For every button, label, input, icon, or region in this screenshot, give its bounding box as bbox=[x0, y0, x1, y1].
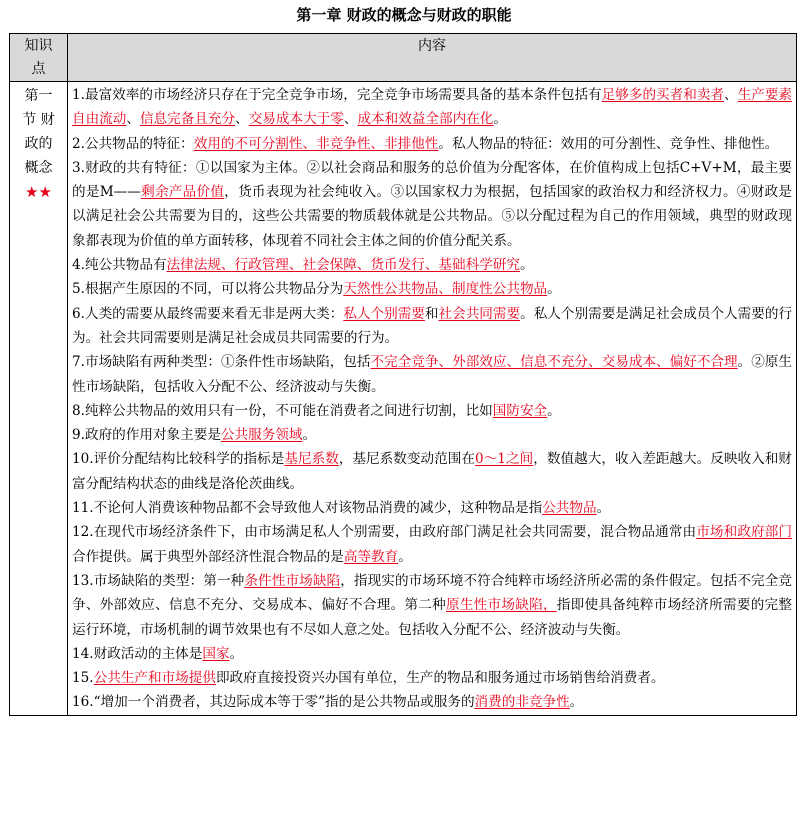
item-text: 8.纯粹公共物品的效用只有一份，不可能在消费者之间进行切割，比如 bbox=[72, 402, 493, 419]
item-text: 、 bbox=[235, 111, 249, 128]
content-item bbox=[72, 666, 792, 690]
content-item bbox=[72, 642, 792, 666]
highlighted-answer: 国防安全 bbox=[492, 402, 548, 419]
item-text: 10.评价分配结构比较科学的指标是 bbox=[72, 451, 285, 468]
content-item bbox=[72, 302, 792, 351]
highlighted-answer: 国家 bbox=[202, 645, 230, 662]
item-text: 。 bbox=[519, 257, 534, 274]
item-text: 。 bbox=[547, 281, 561, 298]
item-text: 。 bbox=[547, 402, 561, 419]
highlighted-answer: 公共生产和市场提供 bbox=[93, 670, 216, 687]
content-item bbox=[72, 423, 792, 447]
content-item bbox=[72, 447, 792, 496]
highlighted-answer: 成本和效益全部内在化 bbox=[357, 111, 494, 128]
highlighted-answer: 公共服务领域 bbox=[220, 427, 303, 444]
highlighted-answer: 效用的不可分割性、非竞争性、非排他性 bbox=[193, 135, 439, 152]
item-text: 14.财政活动的主体是 bbox=[72, 645, 203, 662]
item-text: 9.政府的作用对象主要是 bbox=[72, 427, 221, 444]
item-text: 。私人个别需要是满足社会成员个人需要的行为。社会共同需要则是满足社会成员共同需要的行为。 bbox=[72, 305, 793, 346]
section-label-line: 节 财 bbox=[22, 112, 55, 128]
content-item bbox=[72, 399, 792, 423]
item-text: 合作提供。属于典型外部经济性混合物品的是 bbox=[72, 548, 344, 565]
item-text: ，基尼系数变动范围在 bbox=[338, 451, 476, 468]
item-text: 。 bbox=[398, 548, 412, 565]
item-text: ，指现实的市场环境不符合纯粹市场经济所必需的条件假定。包括不完全竞争、外部效应、信息不充分、交易成本、偏好不合理。第二种 bbox=[72, 572, 793, 614]
knowledge-table bbox=[9, 33, 797, 716]
highlighted-answer: 基尼系数 bbox=[284, 451, 339, 468]
content-item bbox=[72, 690, 792, 714]
content-item bbox=[72, 83, 792, 132]
header-knowledge-point-line1: 知识 bbox=[24, 38, 53, 54]
chapter-title: 第一章 财政的概念与财政的职能 bbox=[296, 6, 512, 24]
item-text: 。 bbox=[493, 111, 507, 128]
highlighted-answer: 原生性市场缺陷， bbox=[445, 597, 557, 614]
content-item bbox=[72, 496, 792, 520]
item-text: 7.市场缺陷有两种类型：①条件性市场缺陷，包括 bbox=[72, 354, 371, 371]
item-text: 。 bbox=[229, 645, 244, 662]
item-text: 、 bbox=[724, 87, 738, 103]
item-text: 。 bbox=[302, 427, 317, 444]
header-knowledge-point-line2: 点 bbox=[31, 61, 46, 77]
item-text: 12.在现代市场经济条件下，由市场满足私人个别需要，由政府部门满足社会共同需要，混合物品通常由 bbox=[72, 524, 697, 541]
highlighted-answer: 交易成本大于零 bbox=[248, 111, 344, 128]
section-label bbox=[10, 82, 68, 716]
section-label-line: 概念 bbox=[24, 160, 53, 176]
content-list bbox=[72, 83, 792, 715]
highlighted-answer: 法律法规、行政管理、社会保障、货币发行、基础科学研究 bbox=[166, 257, 520, 274]
content-item bbox=[72, 156, 792, 253]
item-text: 和 bbox=[424, 305, 439, 322]
item-text: 15. bbox=[72, 670, 94, 687]
item-text: 。 bbox=[596, 500, 611, 517]
item-text: 16.“增加一个消费者，其边际成本等于零”指的是公共物品或服务的 bbox=[72, 694, 475, 711]
item-text: 指即使具备纯粹市场经济所需要的完整运行环境，市场机制的调节效果也有不尽如人意之处。包括收入分配不公、经济波动与失衡。 bbox=[72, 597, 793, 638]
section-label-line: 政的 bbox=[24, 136, 53, 152]
highlighted-answer: 私人个别需要 bbox=[343, 305, 425, 322]
highlighted-answer: 生产要素自由流动 bbox=[72, 87, 793, 128]
item-text: 。 bbox=[569, 694, 584, 711]
item-text: 11.不论何人消费该种物品都不会导致他人对该物品消费的减少，这种物品是指 bbox=[72, 500, 543, 517]
content-item bbox=[72, 569, 792, 642]
header-knowledge-point bbox=[10, 34, 68, 82]
item-text: ，数值越大，收入差距越大。反映收入和财富分配结构状态的曲线是洛伦茨曲线。 bbox=[72, 451, 792, 492]
section-label-line: 第一 bbox=[24, 88, 53, 104]
item-text: 、 bbox=[343, 111, 358, 128]
highlighted-answer: 消费的非竞争性 bbox=[474, 694, 570, 711]
item-text: 1.最富效率的市场经济只存在于完全竞争市场，完全竞争市场需要具备的基本条件包括有 bbox=[72, 87, 602, 103]
highlighted-answer: 0～1之间 bbox=[475, 451, 534, 468]
header-content: 内容 bbox=[68, 34, 797, 82]
content-item bbox=[72, 277, 792, 301]
item-text: 6.人类的需要从最终需要来看无非是两大类： bbox=[72, 305, 344, 322]
highlighted-answer: 市场和政府部门 bbox=[696, 524, 792, 541]
highlighted-answer: 条件性市场缺陷 bbox=[244, 572, 341, 589]
item-text: ，货币表现为社会纯收入。③以国家权力为根据，包括国家的政治权力和经济权力。④财政是以满足社会公共需要为目的，这些公共需要的物质载体就是公共物品。⑤以分配过程为自己的作用领域，典型的财政现象都表现为价值的单方面转移，体现着不同社会主体之间的价值分配关系。 bbox=[72, 184, 793, 249]
highlighted-answer: 社会共同需要 bbox=[438, 305, 521, 322]
importance-stars: ★★ bbox=[25, 183, 52, 201]
item-text: 2.公共物品的特征： bbox=[72, 135, 194, 152]
item-text: 、 bbox=[126, 111, 140, 128]
content-item bbox=[72, 520, 792, 569]
content-item bbox=[72, 350, 792, 399]
item-text: 13.市场缺陷的类型：第一种 bbox=[72, 572, 245, 589]
item-text: 3.财政的共有特征：①以国家为主体。②以社会商品和服务的总价值为分配客体，在价值构成上包括C+V+M，最主要的是M—— bbox=[72, 159, 792, 201]
highlighted-answer: 不完全竞争、外部效应、信息不充分、交易成本、偏好不合理 bbox=[370, 354, 738, 371]
highlighted-answer: 公共物品 bbox=[542, 500, 597, 517]
table-row bbox=[10, 82, 797, 716]
highlighted-answer: 剩余产品价值 bbox=[140, 184, 225, 201]
content-item bbox=[72, 132, 792, 156]
item-text: 。私人物品的特征：效用的可分割性、竞争性、排他性。 bbox=[438, 135, 779, 152]
highlighted-answer: 足够多的买者和卖者 bbox=[601, 87, 725, 103]
item-text: 4.纯公共物品有 bbox=[72, 257, 167, 274]
highlighted-answer: 信息完备且充分 bbox=[139, 111, 236, 128]
item-text: 。②原生性市场缺陷，包括收入分配不公、经济波动与失衡。 bbox=[72, 354, 793, 395]
item-text: 5.根据产生原因的不同，可以将公共物品分为 bbox=[72, 281, 344, 298]
content-item bbox=[72, 253, 792, 277]
item-text: 即政府直接投资兴办国有单位，生产的物品和服务通过市场销售给消费者。 bbox=[215, 670, 665, 687]
highlighted-answer: 高等教育 bbox=[343, 548, 399, 565]
highlighted-answer: 天然性公共物品、制度性公共物品 bbox=[343, 281, 548, 298]
table-header-row bbox=[10, 34, 797, 82]
content-cell bbox=[68, 82, 797, 716]
